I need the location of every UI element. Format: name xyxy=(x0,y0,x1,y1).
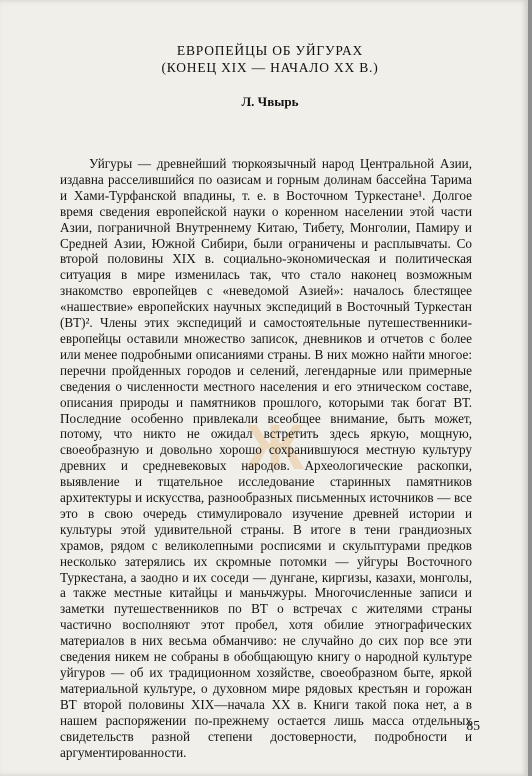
article-body xyxy=(60,156,472,760)
watermark-mark: Ж xyxy=(246,411,304,483)
article-author: Л. Чвырь xyxy=(241,94,299,109)
page-edge-shadow xyxy=(528,0,532,776)
title-line-2: (КОНЕЦ XIX — НАЧАЛО XX В.) xyxy=(161,60,379,75)
article-title xyxy=(100,42,440,76)
page-number: 85 xyxy=(466,718,480,733)
body-paragraph: Уйгуры — древнейший тюркоязычный народ Центральной Азии, издавна расселившийся по оазисам и горным долинам бассейна Тарима и Хами-Турфанской впадины, т. е. в Восточном Туркестане¹. Долгое время сведения европейской науки о коренном населении этой части Азии, пограничной Внутреннему Китаю, Тибету, Монголии, Памиру и Средней Азии, Южной Сибири, были ограничены и расплывчаты. Со второй половины XIX в. социально-экономическая и политическая ситуация в мире изменилась так, что стало наконец возможным знакомство европейцев с «неведомой Азией»: началось блестящее «нашествие» европейских научных экспедиций в Восточный Туркестан (ВТ)². Члены этих экспедиций и самостоятельные путешественники-европейцы оставили множество записок, дневников и отчетов с более или менее подробными описаниями страны. В них можно найти многое: перечни пройденных городов и селений, легендарные или примерные сведения о численности местного населения и его этническом составе, описания природы и памятников прошлого, которыми так богат ВТ. Последние особенно привлекали всеобщее внимание, быть может, потому, что никто не ожидал встретить здесь яркую, мощную, своеобразную и довольно хорошо сохранившуюся местную культуру древних и средневековых народов. Археологические раскопки, выявление и тщательное исследование старинных памятников архитектуры и искусства, разнообразных письменных источников — все это в свою очередь стимулировало изучение древней истории и культуры этой удивительной страны. В итоге в тени грандиозных храмов, рядом с великолепными росписями и скульптурами предков несколько затерялись их скромные потомки — уйгуры Восточного Туркестана, а заодно и их соседи — дунгане, киргизы, казахи, монголы, а также местные китайцы и маньчжуры. Многочисленные записи и заметки путешественников по ВТ о встречах с жителями страны частично восполняют этот пробел, хотя обилие этнографических материалов в них весьма обманчиво: не случайно до сих пор все эти сведения никем не собраны в обобщающую книгу о народной культуре уйгуров — об их традиционном хозяйстве, своеобразном быте, яркой материальной культуре, о духовном мире рядовых крестьян и горожан ВТ второй половины XIX—начала XX в. Книги такой пока нет, а в нашем распоряжении по-прежнему остается лишь масса отдельных свидетельств разной степени достоверности, подробности и аргументированности. xyxy=(60,156,472,760)
title-line-1: ЕВРОПЕЙЦЫ ОБ УЙГУРАХ xyxy=(176,43,364,58)
